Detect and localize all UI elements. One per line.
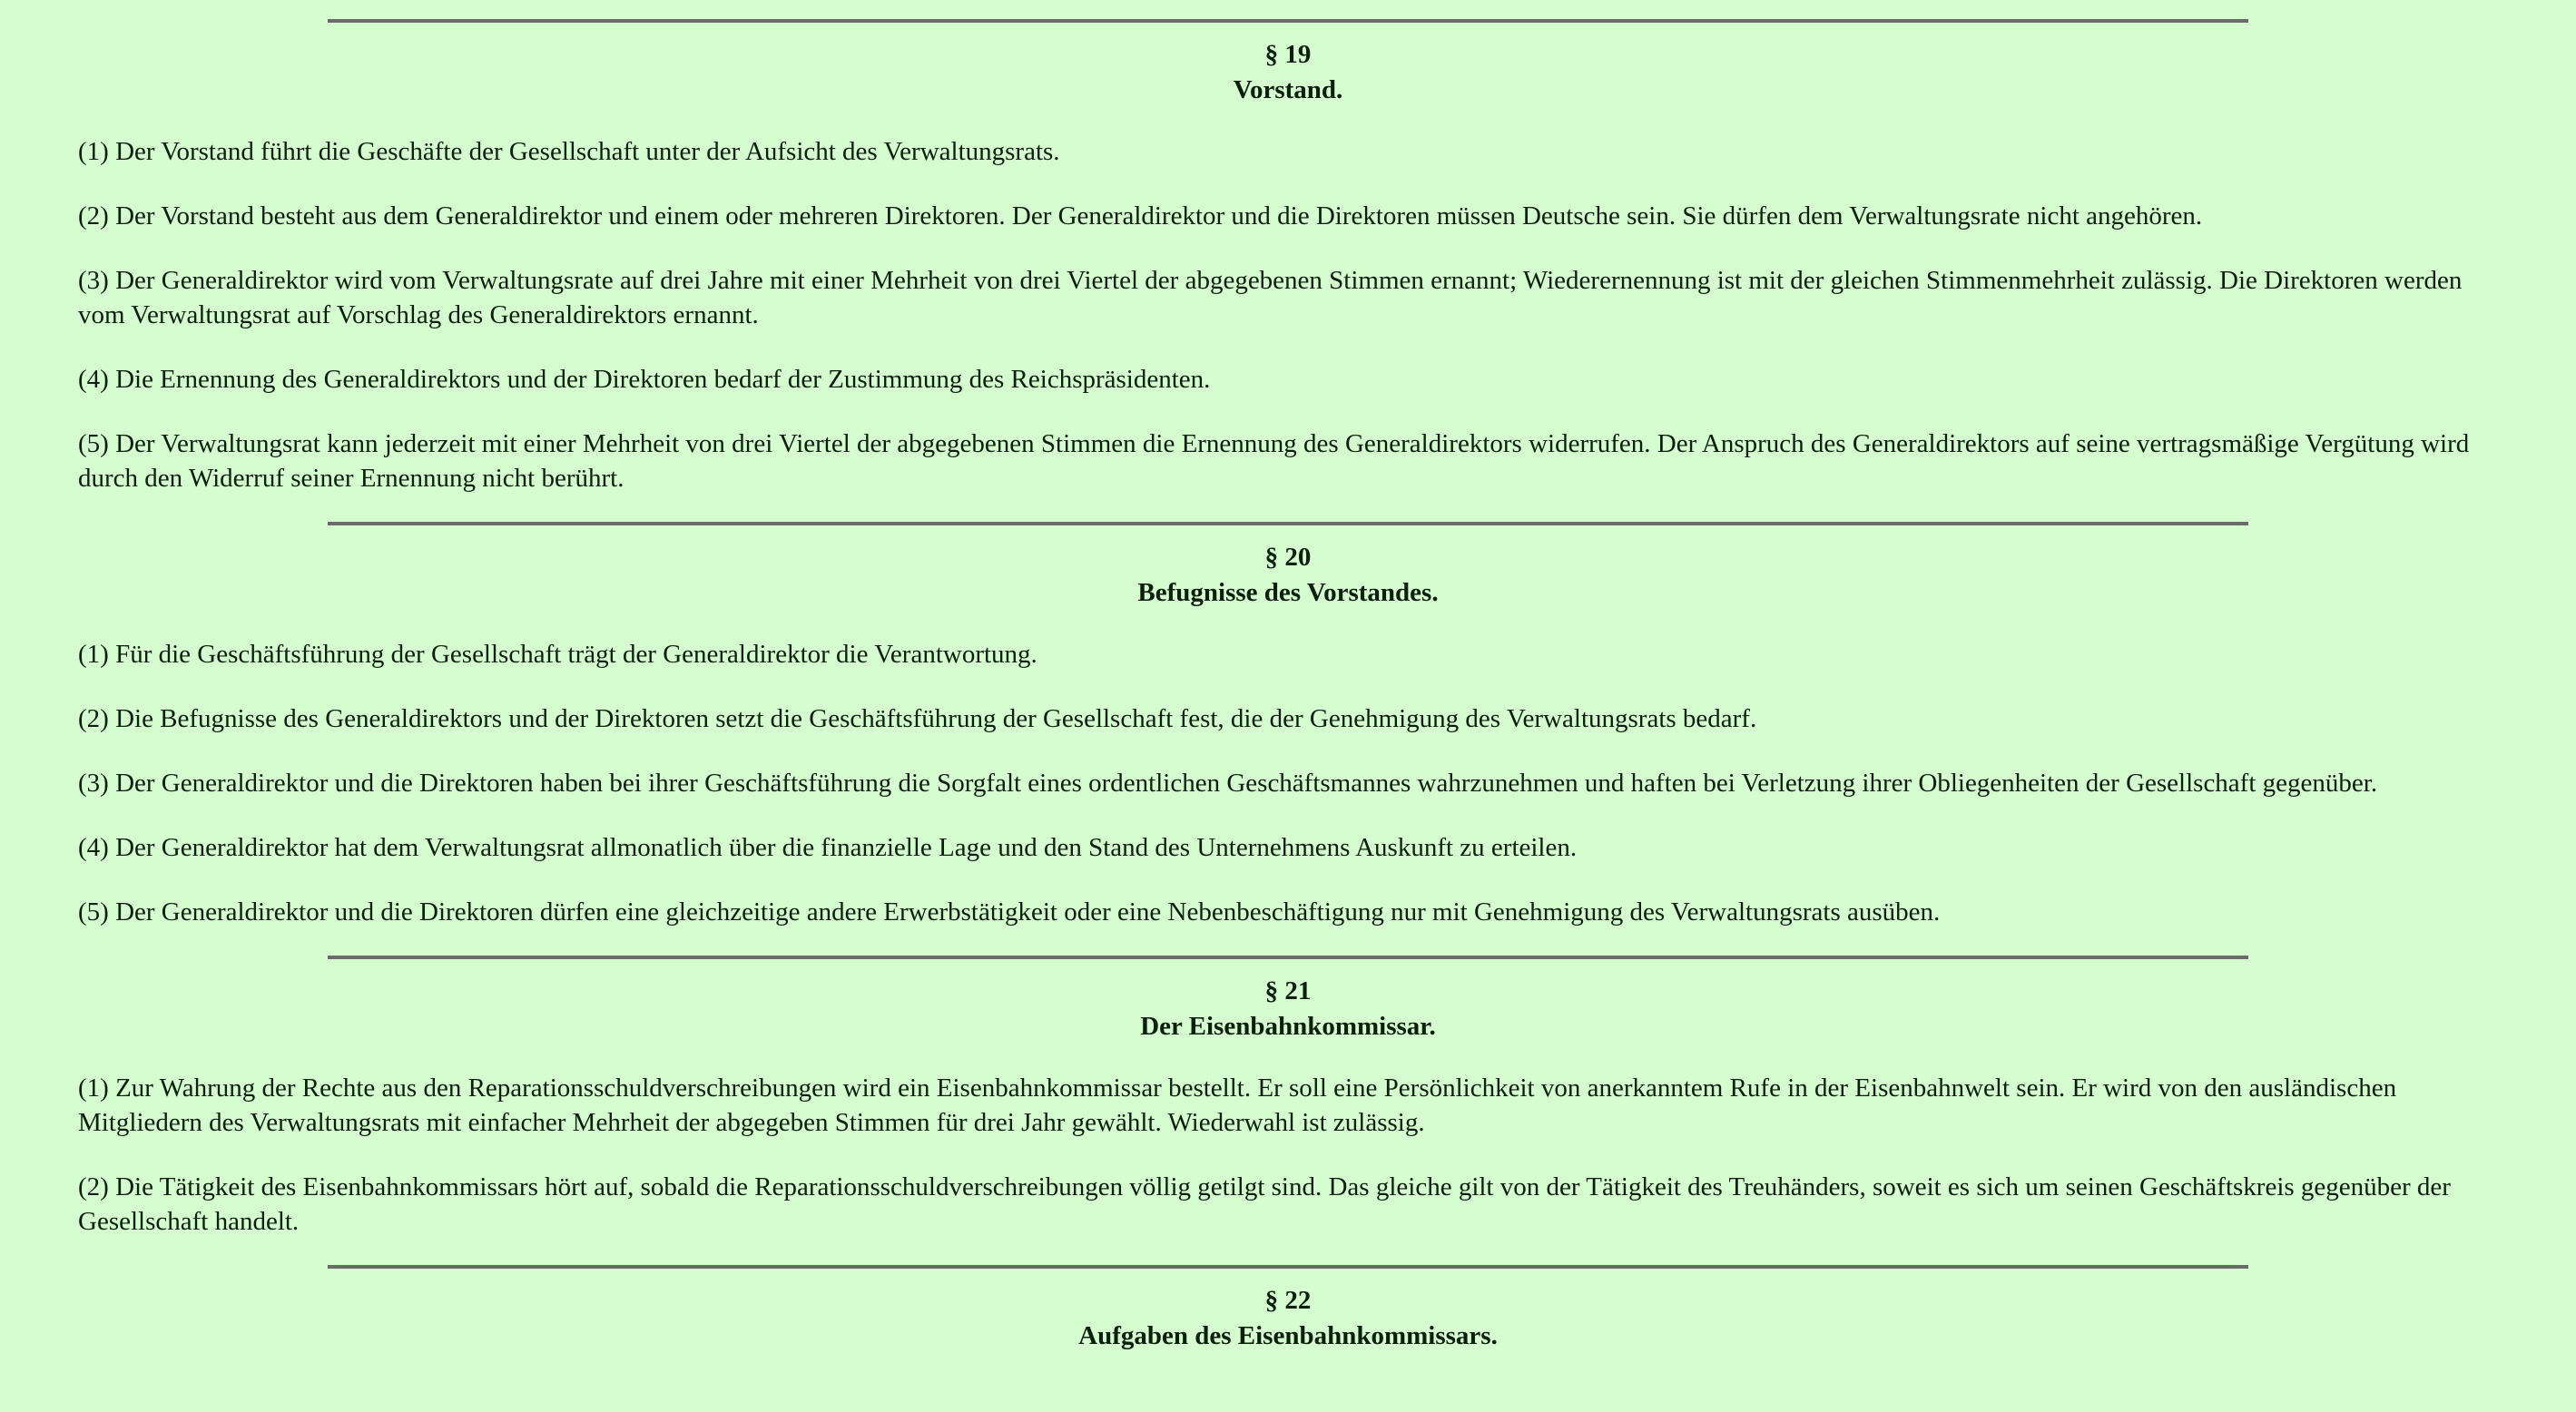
section-title: Der Eisenbahnkommissar. [1140,1012,1436,1041]
section-number: § 20 [1264,543,1312,572]
section-19 [0,19,2576,495]
section-divider [328,522,2248,525]
section-title: Befugnisse des Vorstandes. [1137,578,1439,607]
section-21 [0,956,2576,1239]
section-22 [0,1265,2576,1354]
paragraph: (4) Die Ernennung des Generaldirektors und der Direktoren bedarf der Zustimmung des Reichspräsidenten. [78,365,1211,394]
paragraph: (5) Der Verwaltungsrat kann jederzeit mit einer Mehrheit von drei Viertel der abgegebenen Stimmen die Ernennung des Generaldirektors widerrufen. Der Anspruch des Generaldirektors auf seine vertragsmäßige Vergütung wird durch den Widerruf seiner Ernennung nicht berührt. [78,429,2470,493]
paragraph: (1) Zur Wahrung der Rechte aus den Reparationsschuldverschreibungen wird ein Eisenbahnkommissar bestellt. Er soll eine Persönlichkeit von anerkanntem Rufe in der Eisenbahnwelt sein. Er wird von den ausländischen Mitgliedern des Verwaltungsrats mit einfacher Mehrheit der abgegeben Stimmen für drei Jahr gewählt. Wiederwahl ist zulässig. [78,1074,2397,1137]
paragraph: (3) Der Generaldirektor wird vom Verwaltungsrate auf drei Jahre mit einer Mehrheit von drei Viertel der abgegebenen Stimmen ernannt; Wiederernennung ist mit der gleichen Stimmenmehrheit zulässig. Die Direktoren werden vom Verwaltungsrat auf Vorschlag des Generaldirektors ernannt. [78,266,2463,329]
paragraph: (1) Für die Geschäftsführung der Gesellschaft trägt der Generaldirektor die Verantwortung. [78,640,1037,669]
section-divider [328,956,2248,959]
paragraph: (2) Die Befugnisse des Generaldirektors und der Direktoren setzt die Geschäftsführung der Gesellschaft fest, die der Genehmigung des Verwaltungsrats bedarf. [78,704,1757,733]
section-title: Vorstand. [1233,75,1343,104]
paragraph: (3) Der Generaldirektor und die Direktoren haben bei ihrer Geschäftsführung die Sorgfalt eines ordentlichen Geschäftsmannes wahrzunehmen und haften bei Verletzung ihrer Obliegenheiten der Gesellschaft gegenüber. [78,769,2378,798]
paragraph: (1) Der Vorstand führt die Geschäfte der Gesellschaft unter der Aufsicht des Verwaltungsrats. [78,137,1060,166]
section-divider [328,19,2248,23]
paragraph: (5) Der Generaldirektor und die Direktoren dürfen eine gleichzeitige andere Erwerbstätigkeit oder eine Nebenbeschäftigung nur mit Genehmigung des Verwaltungsrats ausüben. [78,897,1941,927]
section-title: Aufgaben des Eisenbahnkommissars. [1078,1321,1498,1350]
section-20 [0,522,2576,929]
section-divider [328,1265,2248,1269]
section-heading [0,37,2576,108]
paragraph: (4) Der Generaldirektor hat dem Verwaltungsrat allmonatlich über die finanzielle Lage und den Stand des Unternehmens Auskunft zu erteilen. [78,833,1578,862]
paragraph: (2) Die Tätigkeit des Eisenbahnkommissars hört auf, sobald die Reparationsschuldverschreibungen völlig getilgt sind. Das gleiche gilt von der Tätigkeit des Treuhänders, soweit es sich um seinen Geschäftskreis gegenüber der Gesellschaft handelt. [78,1172,2451,1236]
paragraph: (2) Der Vorstand besteht aus dem Generaldirektor und einem oder mehreren Direktoren. Der Generaldirektor und die Direktoren müssen Deutsche sein. Sie dürfen dem Verwaltungsrate nicht angehören. [78,201,2203,230]
section-number: § 22 [1264,1286,1312,1315]
section-heading [0,1283,2576,1354]
section-heading [0,974,2576,1044]
section-number: § 19 [1264,40,1312,69]
section-number: § 21 [1264,976,1312,1005]
section-heading [0,540,2576,611]
